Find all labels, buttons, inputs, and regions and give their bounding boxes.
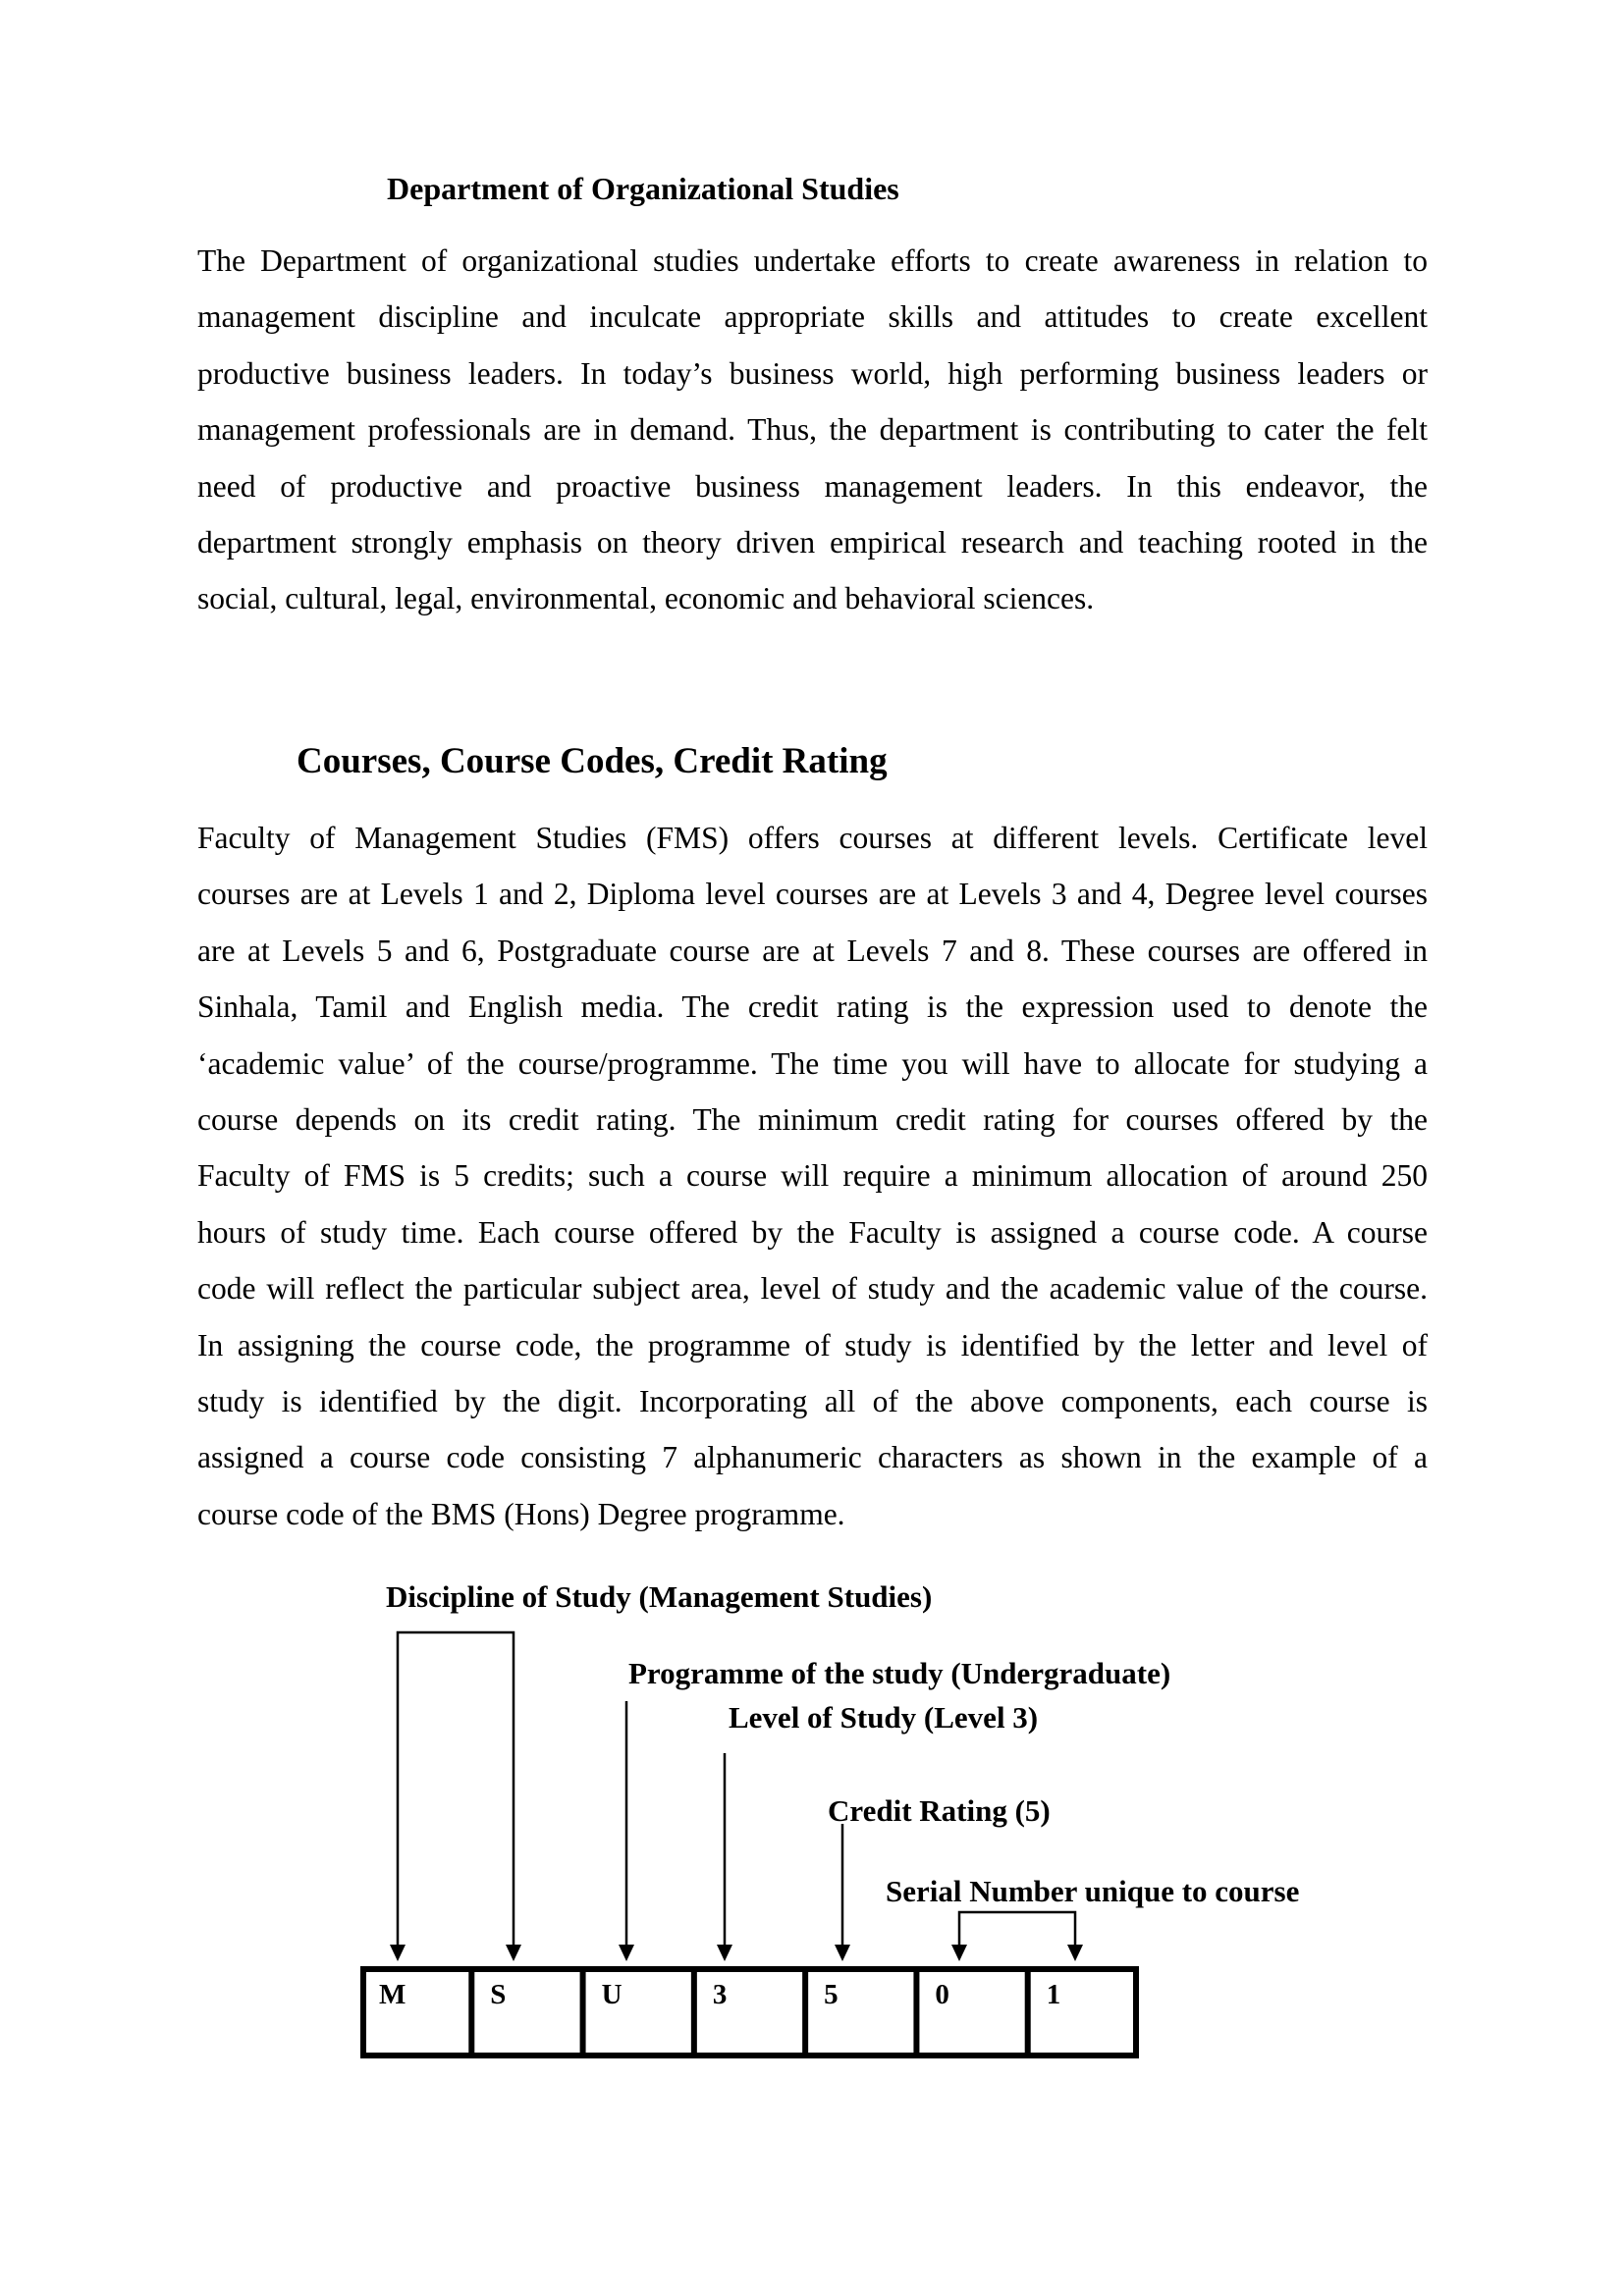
discipline-arrows xyxy=(398,1632,514,1947)
code-cell-0: 0 xyxy=(935,1979,949,2010)
section-heading-courses: Courses, Course Codes, Credit Rating xyxy=(297,741,888,781)
paragraph-line: course code of the BMS (Hons) Degree programme. xyxy=(197,1496,845,1531)
paragraph-line: productive business leaders. In today’s business world, high performing business leaders or xyxy=(197,355,1428,391)
code-cell-S: S xyxy=(490,1979,507,2010)
cell-divider xyxy=(913,1966,919,2058)
code-cell-5: 5 xyxy=(824,1979,839,2010)
course-code-box xyxy=(360,1966,1139,2058)
paragraph-line: code will reflect the particular subject area, level of study and the academic value of the course. xyxy=(197,1271,1428,1307)
label-credit: Credit Rating (5) xyxy=(828,1793,1051,1828)
code-cell-3: 3 xyxy=(712,1979,728,2010)
paragraph-line: courses are at Levels 1 and 2, Diploma level courses are at Levels 3 and 4, Degree level courses xyxy=(197,877,1428,912)
cell-divider xyxy=(580,1966,586,2058)
cell-divider xyxy=(802,1966,808,2058)
paragraph-line: social, cultural, legal, environmental, economic and behavioral sciences. xyxy=(197,581,1095,616)
cell-divider xyxy=(468,1966,474,2058)
arrow-to-1 xyxy=(1067,1945,1083,1961)
paragraph-line: study is identified by the digit. Incorporating all of the above components, each course is xyxy=(197,1383,1428,1418)
cell-divider xyxy=(691,1966,697,2058)
paragraph-line: In assigning the course code, the programme of study is identified by the letter and level of xyxy=(197,1327,1428,1362)
paragraph-line: ‘academic value’ of the course/programme. The time you will have to allocate for studying a xyxy=(197,1045,1428,1081)
paragraph-line: are at Levels 5 and 6, Postgraduate course are at Levels 7 and 8. These courses are offered in xyxy=(197,933,1428,968)
discipline-bracket xyxy=(398,1632,514,1947)
box-bottom-border xyxy=(360,2053,1139,2058)
paragraph-line: Faculty of FMS is 5 credits; such a course will require a minimum allocation of around 250 xyxy=(197,1158,1428,1194)
code-cell-M: M xyxy=(379,1979,406,2010)
arrow-to-M xyxy=(390,1945,406,1961)
paragraph-line: management discipline and inculcate appropriate skills and attitudes to create excellent xyxy=(197,299,1428,335)
paragraph-line: The Department of organizational studies undertake efforts to create awareness in relation to xyxy=(197,243,1428,278)
paragraph-line: Faculty of Management Studies (FMS) offers courses at different levels. Certificate level xyxy=(197,821,1428,855)
paragraph-line: management professionals are in demand. Thus, the department is contributing to cater the felt xyxy=(197,412,1428,448)
box-top-border xyxy=(360,1966,1139,1972)
paragraph-line: department strongly emphasis on theory driven empirical research and teaching rooted in the xyxy=(197,524,1428,560)
paragraph-line: assigned a course code consisting 7 alphanumeric characters as shown in the example of a xyxy=(197,1440,1428,1475)
cell-divider xyxy=(360,1966,366,2058)
arrow-to-5 xyxy=(835,1945,850,1961)
serial-bracket xyxy=(959,1912,1075,1947)
paragraph-line: Sinhala, Tamil and English media. The credit rating is the expression used to denote the xyxy=(197,989,1428,1025)
arrow-to-3 xyxy=(717,1945,732,1961)
label-discipline: Discipline of Study (Management Studies) xyxy=(386,1579,933,1614)
label-level: Level of Study (Level 3) xyxy=(729,1700,1039,1735)
label-programme: Programme of the study (Undergraduate) xyxy=(628,1656,1171,1690)
arrow-to-S xyxy=(506,1945,521,1961)
code-cell-1: 1 xyxy=(1046,1979,1061,2010)
arrow-to-U xyxy=(619,1945,634,1961)
label-serial: Serial Number unique to course xyxy=(886,1874,1300,1908)
section-heading-department: Department of Organizational Studies xyxy=(387,171,899,206)
code-cell-U: U xyxy=(601,1979,623,2010)
paragraph-line: course depends on its credit rating. The minimum credit rating for courses offered by the xyxy=(197,1101,1428,1137)
paragraph-line: hours of study time. Each course offered by the Faculty is assigned a course code. A course xyxy=(197,1214,1428,1250)
paragraph-line: need of productive and proactive business management leaders. In this endeavor, the xyxy=(197,468,1428,504)
cell-divider xyxy=(1025,1966,1031,2058)
arrow-to-0 xyxy=(951,1945,967,1961)
cell-divider xyxy=(1133,1966,1139,2058)
